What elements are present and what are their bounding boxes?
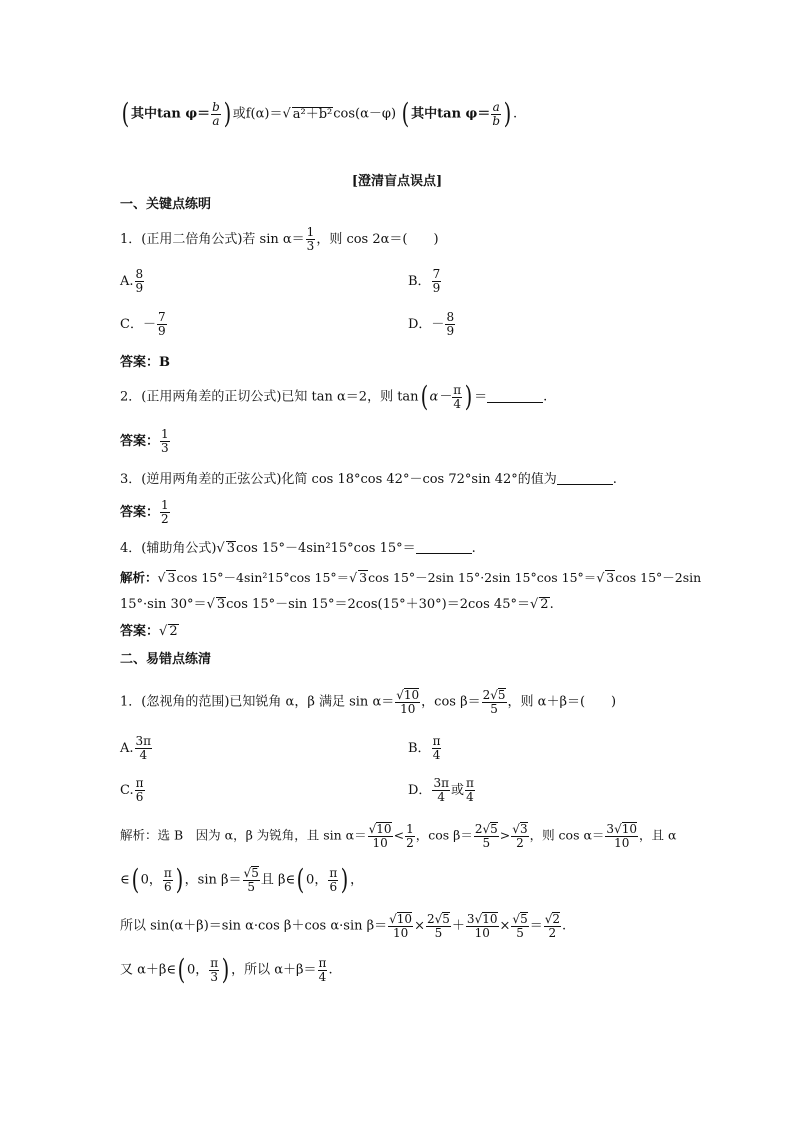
option-c: C．－ $\frac{7}{9}$ xyxy=(120,310,166,338)
solution-4-line-1: 解析：√ 3cos 15°－4sin²15°cos 15°＝√ 3cos 15°－2sin 15°·2sin 15°cos 15°＝√ 3cos 15°－2sin xyxy=(120,570,702,585)
answer-3: 答案： $\frac{1}{2}$ xyxy=(120,498,169,526)
option-c: C. $\frac{\pi}{6}$ xyxy=(120,776,144,804)
fraction: $\frac{1}{3}$ xyxy=(306,225,315,253)
answer-blank[interactable] xyxy=(487,402,543,403)
solution-line-3: 所以 sin(α＋β)＝sin α·cos β＋cos α·sin β＝ $\frac{√10}{10}$ × $\frac{2√5}{5}$ ＋ $\frac{3√10}{10}$ × $\frac{√5}{5}$ ＝ $\frac{√2}{2}$ . xyxy=(120,912,567,940)
question-1: 1．(正用二倍角公式)若 sin α＝ $\frac{1}{3}$ ，则 cos 2α＝( ) xyxy=(120,225,439,253)
part2-heading: 二、易错点练清 xyxy=(120,652,212,667)
option-a: A. $\frac{8}{9}$ xyxy=(120,267,144,295)
answer-4: 答案：√ 2 xyxy=(120,624,178,639)
part1-heading: 一、关键点练明 xyxy=(120,197,212,212)
question-4: 4．(辅助角公式)√ 3cos 15°－4sin²15°cos 15°＝ . xyxy=(120,541,476,556)
answer-blank[interactable] xyxy=(416,553,472,554)
fraction: $\frac{a}{b}$ xyxy=(492,99,501,128)
option-d: D． $\frac{3\pi}{4}$ 或 $\frac{\pi}{4}$ xyxy=(408,776,474,804)
formula-line: ( 其中tan φ＝ $\frac{b}{a}$ ) 或f(α)＝√ a²＋b²cos(α－φ) ( 其中tan φ＝ $\frac{a}{b}$ ) . xyxy=(121,97,518,130)
option-a: A. $\frac{3\pi}{4}$ xyxy=(120,734,152,762)
solution-line-1: 解析：选 B 因为 α，β 为锐角，且 sin α＝ $\frac{√10}{10}$ < $\frac{1}{2}$ ，cos β＝ $\frac{2√5}{5}$ > $\frac{√3}{2}$ ，则 cos α＝ $\frac{3√10}{10}$ ，且 α xyxy=(120,821,677,850)
question-2-1: 1．(忽视角的范围)已知锐角 α，β 满足 sin α＝ $\frac{√10}{10}$ ，cos β＝ $\frac{2√5}{5}$ ，则 α＋β＝( ) xyxy=(120,688,617,716)
question-3: 3．(逆用两角差的正弦公式)化简 cos 18°cos 42°－cos 72°sin 42°的值为 . xyxy=(120,472,617,487)
solution-line-4: 又 α＋β∈( 0， $\frac{\pi}{3}$ ) ，所以 α＋β＝ $\frac{\pi}{4}$ . xyxy=(120,953,333,986)
answer-1: 答案：B xyxy=(120,355,170,370)
option-b: B． $\frac{7}{9}$ xyxy=(408,267,441,295)
solution-4-line-2: 15°·sin 30°＝√ 3cos 15°－sin 15°＝2cos(15°＋30°)＝2cos 45°＝√ 2. xyxy=(120,597,554,612)
answer-2: 答案： $\frac{1}{3}$ xyxy=(120,427,169,455)
option-d: D．－ $\frac{8}{9}$ xyxy=(408,310,455,338)
fraction: $\frac{b}{a}$ xyxy=(212,99,220,128)
question-2: 2．(正用两角差的正切公式)已知 tan α＝2，则 tan( α－ $\frac{\pi}{4}$ ) ＝ . xyxy=(120,380,548,413)
option-b: B． $\frac{\pi}{4}$ xyxy=(408,734,441,762)
solution-line-2: ∈( 0， $\frac{\pi}{6}$ ) ，sin β＝ $\frac{√5}{5}$ 且 β∈( 0， $\frac{\pi}{6}$ ) ， xyxy=(120,863,364,896)
section-title: [澄清盲点误点] xyxy=(351,174,443,189)
answer-blank[interactable] xyxy=(557,484,613,485)
